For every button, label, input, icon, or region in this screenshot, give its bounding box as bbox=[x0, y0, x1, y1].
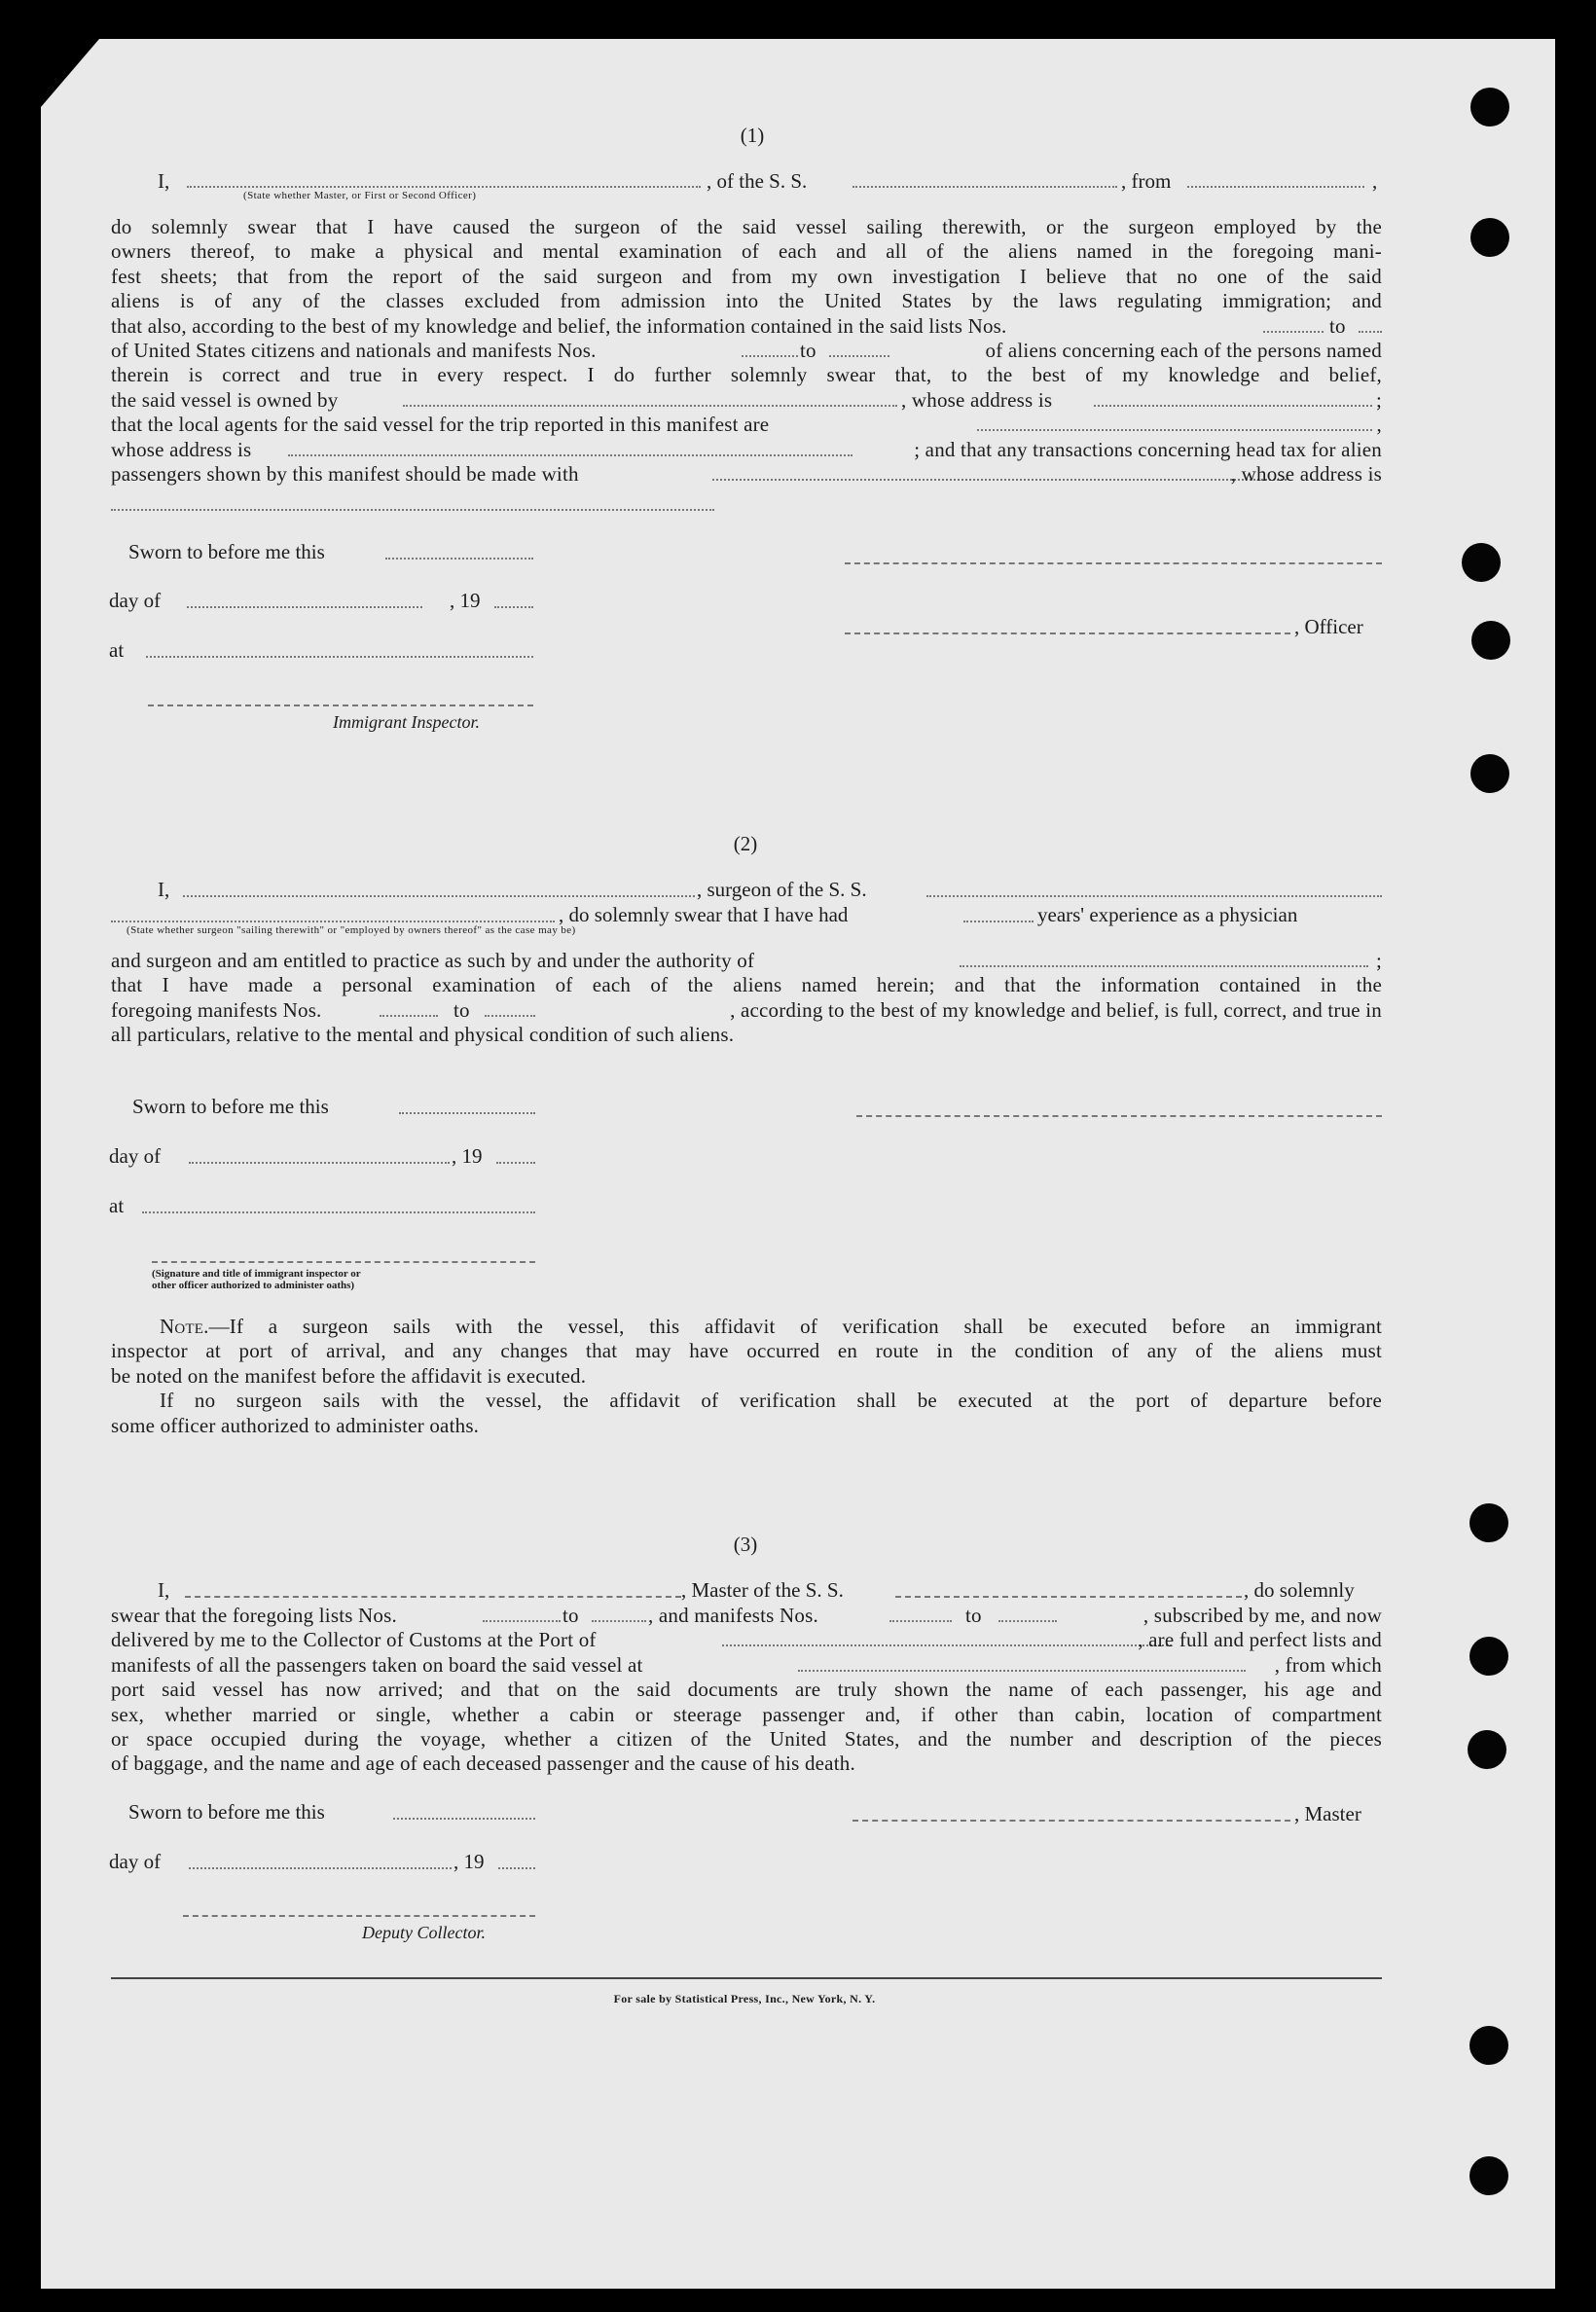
section-number: (2) bbox=[733, 832, 758, 855]
semicolon: ; bbox=[1375, 949, 1382, 972]
paragraph-line: therein is correct and true in every respect. I do further solemnly swear that, to the best of my knowledge and belief, bbox=[111, 363, 1382, 387]
year-prefix: , 19 bbox=[450, 589, 481, 612]
vessel-name-field[interactable] bbox=[926, 895, 1382, 897]
head-tax-text: ; and that any transactions concerning head tax for alien bbox=[914, 437, 1382, 461]
day-of-text: day of bbox=[109, 1144, 162, 1168]
note-block bbox=[111, 1315, 1382, 1438]
manifest-no-from-field[interactable] bbox=[889, 1620, 952, 1622]
note-line: inspector at port of arrival, and any changes that may have occurred en route in the condition of any of the aliens must bbox=[111, 1339, 1382, 1363]
officer-signature-line[interactable] bbox=[845, 562, 1382, 564]
inspector-signature-line[interactable] bbox=[152, 1261, 535, 1263]
footer-rule bbox=[111, 1977, 1382, 1979]
year-field[interactable] bbox=[496, 1162, 535, 1164]
collector-signature-line[interactable] bbox=[183, 1915, 535, 1917]
aliens-text: of aliens concerning each of the persons named bbox=[985, 339, 1382, 363]
authority-text: and surgeon and am entitled to practice as such by and under the authority of bbox=[111, 949, 755, 972]
note-text: —If a surgeon sails with the vessel, this affidavit of verification shall be executed before an immigrant bbox=[208, 1315, 1382, 1338]
whose-address-text: whose address is bbox=[111, 437, 252, 461]
master-name-field[interactable] bbox=[185, 1596, 681, 1598]
month-field[interactable] bbox=[189, 1867, 452, 1869]
list-no-from-field[interactable] bbox=[1263, 331, 1324, 333]
collector-text: delivered by me to the Collector of Customs at the Port of bbox=[111, 1628, 597, 1652]
punch-hole bbox=[1470, 88, 1509, 126]
vessel-name-field[interactable] bbox=[895, 1596, 1242, 1598]
comma-text: , bbox=[1372, 169, 1378, 193]
semicolon: ; bbox=[1375, 387, 1382, 412]
citizens-text: of United States citizens and nationals and manifests Nos. bbox=[111, 339, 597, 363]
section-number: (1) bbox=[740, 124, 765, 147]
solemnly-text: , do solemnly bbox=[1244, 1578, 1355, 1602]
to-text: to bbox=[562, 1604, 579, 1627]
contact-address-field[interactable] bbox=[111, 509, 714, 511]
master-label: , Master bbox=[1294, 1802, 1361, 1825]
head-tax-contact-field[interactable] bbox=[712, 479, 1287, 481]
manifest-no-to-field[interactable] bbox=[998, 1620, 1057, 1622]
section3-body bbox=[111, 1604, 1382, 1777]
agent-address-field[interactable] bbox=[288, 454, 852, 456]
inspector-signature-line[interactable] bbox=[148, 704, 533, 706]
punch-hole bbox=[1469, 2156, 1508, 2195]
authority-field[interactable] bbox=[960, 965, 1368, 967]
to-text: to bbox=[453, 997, 470, 1022]
paragraph-line: of baggage, and the name and age of each deceased passenger and the cause of his death. bbox=[111, 1752, 855, 1776]
punch-hole bbox=[1469, 1503, 1508, 1542]
solemnly-swear-text: , do solemnly swear that I have had bbox=[559, 903, 849, 926]
local-agents-field[interactable] bbox=[977, 429, 1372, 431]
port-field[interactable] bbox=[722, 1644, 1172, 1646]
paragraph-line: or space occupied during the voyage, whether a citizen of the United States, and the number and description of the pieces bbox=[111, 1726, 1382, 1751]
month-field[interactable] bbox=[187, 606, 422, 608]
surgeon-name-field[interactable] bbox=[183, 895, 695, 897]
whose-address-text: , whose address is bbox=[901, 387, 1053, 412]
section2-body bbox=[111, 949, 1382, 1048]
intro-i: I, bbox=[158, 169, 170, 193]
lists-nos-text: swear that the foregoing lists Nos. bbox=[111, 1604, 397, 1627]
section1-body bbox=[111, 215, 1382, 487]
day-of-text: day of bbox=[109, 1850, 162, 1873]
master-of-text: , Master of the S. S. bbox=[681, 1578, 844, 1602]
paragraph-line: do solemnly swear that I have caused the surgeon of the said vessel sailing therewith, or the surgeon employed by the bbox=[111, 215, 1382, 238]
paragraph-line: sex, whether married or single, whether a cabin or steerage passenger and, if other than cabin, location of compartment bbox=[111, 1702, 1382, 1726]
year-prefix: , 19 bbox=[452, 1144, 483, 1168]
section-number: (3) bbox=[733, 1533, 758, 1556]
intro-i: I, bbox=[158, 878, 170, 901]
to-text: to bbox=[1329, 313, 1346, 338]
manifests-nos-text: foregoing manifests Nos. bbox=[111, 997, 322, 1022]
manifest-no-to-field[interactable] bbox=[829, 355, 889, 357]
punch-hole bbox=[1469, 2026, 1508, 2065]
sworn-date-field[interactable] bbox=[385, 558, 533, 560]
taken-on-board-text: manifests of all the passengers taken on board the said vessel at bbox=[111, 1652, 643, 1677]
owner-address-field[interactable] bbox=[1094, 405, 1372, 407]
manifest-no-from-field[interactable] bbox=[742, 355, 798, 357]
punch-hole bbox=[1470, 218, 1509, 257]
knowledge-text: , according to the best of my knowledge and belief, is full, correct, and true in bbox=[730, 997, 1382, 1022]
manifest-no-to-field[interactable] bbox=[485, 1015, 535, 1017]
vessel-name-field[interactable] bbox=[852, 186, 1117, 188]
punch-hole bbox=[1462, 543, 1501, 582]
comma: , bbox=[1376, 413, 1382, 437]
sworn-text: Sworn to before me this bbox=[128, 1800, 325, 1824]
officer-label: , Officer bbox=[1294, 615, 1363, 638]
subscribed-text: , subscribed by me, and now bbox=[1143, 1604, 1382, 1627]
printer-credit: For sale by Statistical Press, Inc., New York, N. Y. bbox=[613, 1992, 876, 2005]
note-line: If no surgeon sails with the vessel, the affidavit of verification shall be executed at the port of departure before bbox=[160, 1389, 1382, 1413]
to-text: to bbox=[800, 339, 816, 363]
passengers-text: passengers shown by this manifest should be made with bbox=[111, 461, 579, 486]
local-agents-text: that the local agents for the said vessel for the trip reported in this manifest are bbox=[111, 413, 770, 437]
at-text: at bbox=[109, 1194, 125, 1217]
day-of-text: day of bbox=[109, 589, 162, 612]
sworn-date-field[interactable] bbox=[393, 1818, 535, 1820]
paragraph-line: that I have made a personal examination of each of the aliens named herein; and that the information contained in the bbox=[111, 973, 1382, 997]
collector-label: Deputy Collector. bbox=[362, 1923, 486, 1942]
officer-name-line[interactable] bbox=[845, 632, 1290, 634]
boarding-port-field[interactable] bbox=[798, 1670, 1246, 1672]
years-field[interactable] bbox=[963, 921, 1034, 922]
of-ss-text: , of the S. S. bbox=[707, 169, 808, 193]
paragraph-line: fest sheets; that from the report of the said surgeon and from my own investigation I believe that no one of the said bbox=[111, 264, 1382, 288]
from-which-text: , from which bbox=[1274, 1652, 1382, 1677]
to-text: to bbox=[965, 1604, 982, 1627]
surgeon-signature-line[interactable] bbox=[856, 1115, 1382, 1117]
surgeon-of-text: , surgeon of the S. S. bbox=[697, 878, 867, 901]
signature-hint: (Signature and title of immigrant inspector or other officer authorized to administer oaths) bbox=[152, 1268, 361, 1291]
punch-hole bbox=[1468, 1730, 1506, 1769]
surgeon-hint: (State whether surgeon "sailing therewith" or "employed by owners thereof" as the case may be) bbox=[127, 924, 576, 936]
manifest-no-from-field[interactable] bbox=[380, 1015, 438, 1017]
intro-i: I, bbox=[158, 1578, 170, 1602]
list-no-to-field[interactable] bbox=[1359, 331, 1382, 333]
owned-by-text: the said vessel is owned by bbox=[111, 387, 339, 412]
lists-nos-text: that also, according to the best of my knowledge and belief, the information contained in the said lists Nos. bbox=[111, 313, 1007, 338]
master-signature-line[interactable] bbox=[852, 1820, 1290, 1822]
owner-field[interactable] bbox=[403, 405, 897, 407]
officer-hint: (State whether Master, or First or Second Officer) bbox=[243, 190, 477, 201]
paragraph-line: owners thereof, to make a physical and mental examination of each and all of the aliens named in the foregoing mani- bbox=[111, 239, 1382, 264]
punch-hole bbox=[1469, 1637, 1508, 1676]
year-prefix: , 19 bbox=[453, 1850, 485, 1873]
year-field[interactable] bbox=[498, 1867, 535, 1869]
officer-name-field[interactable] bbox=[187, 186, 701, 188]
note-line: some officer authorized to administer oaths. bbox=[111, 1413, 480, 1437]
paragraph-line: aliens is of any of the classes excluded from admission into the United States by the laws regulating immigration; and bbox=[111, 289, 1382, 313]
perfect-lists-text: , are full and perfect lists and bbox=[1138, 1628, 1382, 1652]
sworn-text: Sworn to before me this bbox=[128, 540, 325, 563]
year-field[interactable] bbox=[494, 606, 533, 608]
list-no-from-field[interactable] bbox=[483, 1620, 561, 1622]
punch-hole bbox=[1470, 754, 1509, 793]
note-line bbox=[111, 1315, 1382, 1339]
at-text: at bbox=[109, 638, 125, 662]
place-field[interactable] bbox=[142, 1211, 535, 1213]
note-line: be noted on the manifest before the affidavit is executed. bbox=[111, 1363, 587, 1388]
from-text: , from bbox=[1121, 169, 1172, 193]
years-text: years' experience as a physician bbox=[1037, 903, 1298, 926]
whose-address-text: , whose address is bbox=[1230, 461, 1382, 486]
list-no-to-field[interactable] bbox=[592, 1620, 646, 1622]
note-label: Note. bbox=[160, 1315, 209, 1338]
surgeon-type-field[interactable] bbox=[111, 921, 555, 922]
origin-port-field[interactable] bbox=[1187, 186, 1364, 188]
manifests-nos-text: , and manifests Nos. bbox=[648, 1604, 818, 1627]
inspector-label: Immigrant Inspector. bbox=[333, 712, 480, 732]
place-field[interactable] bbox=[146, 656, 533, 658]
month-field[interactable] bbox=[189, 1162, 450, 1164]
paragraph-line: all particulars, relative to the mental and physical condition of such aliens. bbox=[111, 1023, 735, 1047]
sworn-date-field[interactable] bbox=[399, 1112, 535, 1114]
punch-hole bbox=[1471, 621, 1510, 660]
paragraph-line: port said vessel has now arrived; and that on the said documents are truly shown the name of each passenger, his age and bbox=[111, 1678, 1382, 1702]
sworn-text: Sworn to before me this bbox=[132, 1095, 329, 1118]
